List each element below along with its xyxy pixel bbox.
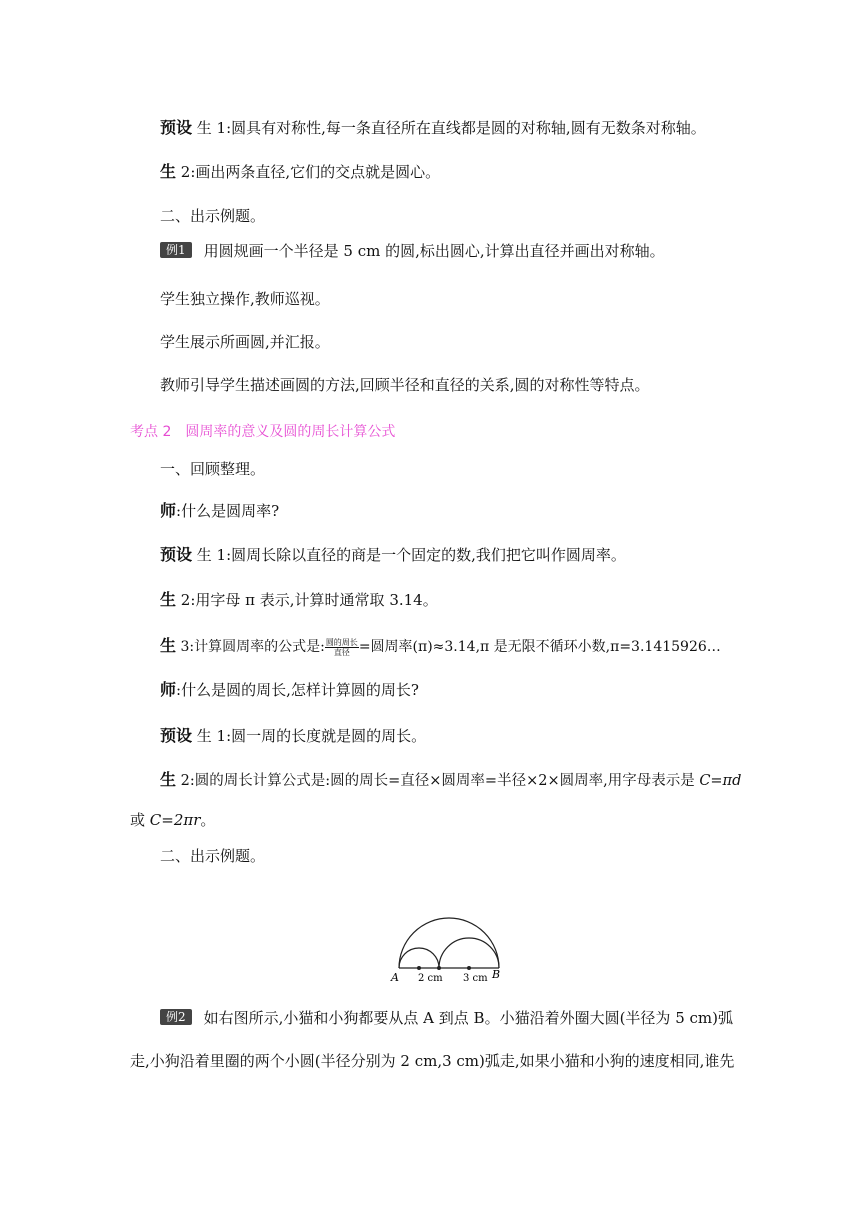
- section-heading: 二、出示例题。: [160, 207, 266, 225]
- text: 2:圆的周长计算公式是:圆的周长=直径×圆周率=半径×2×圆周率,用字母表示是: [176, 773, 695, 789]
- small-arc-left: [399, 948, 439, 968]
- point-b-label: B: [492, 968, 501, 981]
- paragraph-15: [160, 726, 426, 746]
- text: 或: [130, 811, 150, 829]
- paragraph-10: [160, 501, 279, 521]
- lead: 师: [160, 680, 177, 699]
- paragraph-13: [160, 636, 721, 657]
- center-dot: [467, 966, 471, 970]
- paragraph-14: [160, 680, 419, 700]
- lead: 生: [160, 636, 177, 655]
- text: :什么是圆周率?: [176, 502, 280, 520]
- paragraph-12: [160, 590, 438, 610]
- example-badge: 例2: [160, 1009, 192, 1025]
- example-text: 用圆规画一个半径是 5 cm 的圆,标出圆心,计算出直径并画出对称轴。: [203, 242, 665, 260]
- paragraph-6: 学生展示所画圆,并汇报。: [160, 333, 330, 351]
- paragraph-16: [160, 770, 741, 791]
- text: 3:计算圆周率的公式是:: [176, 639, 325, 655]
- fraction-denominator: 直径: [333, 647, 350, 657]
- lead: 生: [160, 770, 177, 789]
- text: 2:画出两条直径,它们的交点就是圆心。: [176, 163, 441, 181]
- paragraph-11: [160, 545, 626, 565]
- text: 2:用字母 π 表示,计算时通常取 3.14。: [176, 591, 438, 609]
- section-heading: 二、出示例题。: [160, 847, 266, 865]
- lead: 预设: [160, 726, 193, 745]
- radius-label-3cm: 3 cm: [463, 973, 488, 984]
- text: 生 1:圆具有对称性,每一条直径所在直线都是圆的对称轴,圆有无数条对称轴。: [192, 119, 706, 137]
- paragraph-7: 教师引导学生描述画圆的方法,回顾半径和直径的关系,圆的对称性等特点。: [160, 376, 650, 394]
- formula: C=πd: [699, 773, 742, 789]
- fraction: [325, 638, 359, 657]
- center-dot: [417, 966, 421, 970]
- kaodian-heading: 考点 2 圆周率的意义及圆的周长计算公式: [130, 424, 396, 440]
- text: 。: [200, 811, 216, 829]
- formula: C=2πr: [149, 811, 201, 829]
- small-arc-right: [439, 938, 499, 968]
- lead: 生: [160, 162, 177, 181]
- paragraph-1: [160, 118, 706, 138]
- point-a-label: A: [391, 971, 399, 984]
- lead: 预设: [160, 545, 193, 564]
- text: =圆周率(π)≈3.14,π 是无限不循环小数,π=3.1415926…: [358, 639, 721, 655]
- example-1: [160, 241, 665, 261]
- lead: 预设: [160, 118, 193, 137]
- paragraph-5: 学生独立操作,教师巡视。: [160, 290, 330, 308]
- example-2: [160, 1008, 733, 1028]
- fraction-numerator: 圆的周长: [325, 637, 358, 647]
- example-badge: 例1: [160, 242, 192, 258]
- large-arc: [399, 918, 499, 968]
- section-heading: 一、回顾整理。: [160, 460, 266, 478]
- radius-label-2cm: 2 cm: [418, 973, 443, 984]
- text: 生 1:圆一周的长度就是圆的周长。: [192, 727, 427, 745]
- paragraph-20: 走,小狗沿着里圈的两个小圆(半径分别为 2 cm,3 cm)弧走,如果小猫和小狗的速度相同,谁先: [130, 1052, 735, 1070]
- text: :什么是圆的周长,怎样计算圆的周长?: [176, 681, 419, 699]
- center-dot: [437, 966, 441, 970]
- text: 生 1:圆周长除以直径的商是一个固定的数,我们把它叫作圆周率。: [192, 546, 626, 564]
- example-text: 如右图所示,小猫和小狗都要从点 A 到点 B。小猫沿着外圈大圆(半径为 5 cm)弧: [203, 1009, 733, 1027]
- paragraph-17: [130, 810, 215, 830]
- paragraph-2: [160, 162, 440, 182]
- lead: 师: [160, 501, 177, 520]
- lead: 生: [160, 590, 177, 609]
- arc-figure: [385, 905, 505, 987]
